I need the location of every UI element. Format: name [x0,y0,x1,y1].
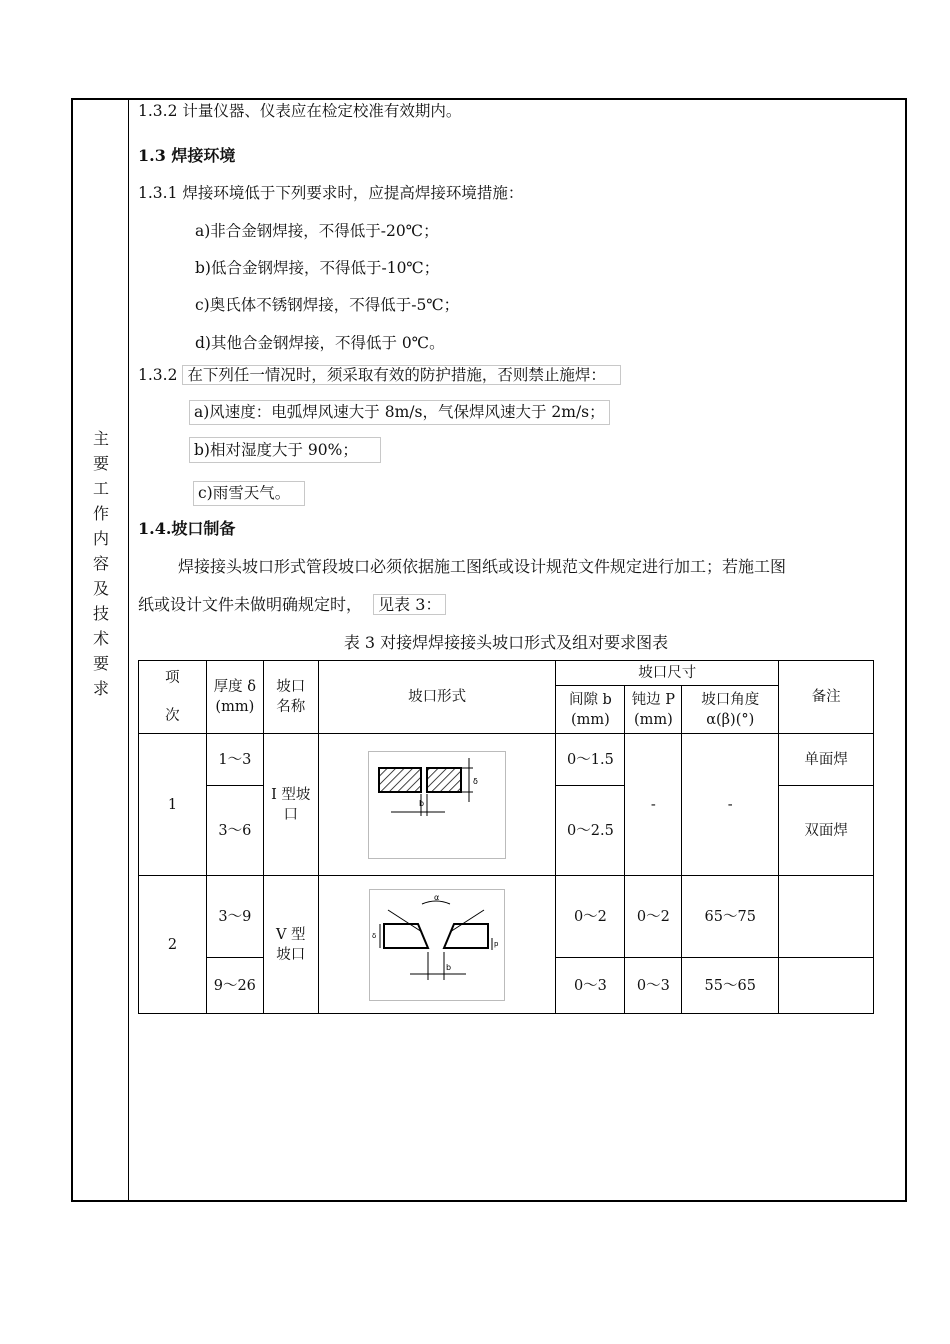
row-gap: 0～1.5 [556,734,625,786]
header-blunt: 钝边 P (mm) [625,686,682,734]
row-blunt: 0～3 [625,958,682,1014]
row-thickness: 3～9 [206,876,263,958]
row-thickness: 3～6 [206,786,263,876]
header-bevel-size: 坡口尺寸 [556,661,779,686]
header-row-1 [139,661,874,686]
v-bevel-figure [318,876,556,1014]
item-b-temp: b)低合金钢焊接，不得低于-10℃； [195,259,440,277]
header-note: 备注 [779,661,874,734]
table-reference: 见表 3： [373,594,446,615]
clause-text: 在下列任一情况时，须采取有效的防护措施，否则禁止施焊： [182,365,621,385]
row-blunt: - [625,734,682,876]
row-angle: 65～75 [682,876,779,958]
row-gap: 0～3 [556,958,625,1014]
side-label [90,426,112,701]
side-label-char: 技 [92,604,109,623]
svg-text:δ: δ [473,776,478,786]
side-label-char: 作 [92,504,109,523]
item-b-humidity: b)相对湿度大于 90%； [189,437,381,463]
row-note: 单面焊 [779,734,874,786]
header-gap: 间隙 b (mm) [556,686,625,734]
row-angle: - [682,734,779,876]
item-c-temp: c)奥氏体不锈钢焊接，不得低于-5℃； [195,296,460,314]
row-item: 2 [139,876,207,1014]
table-row [139,876,874,958]
svg-text:p: p [494,939,499,948]
svg-text:b: b [419,798,425,808]
row-thickness: 9～26 [206,958,263,1014]
svg-text:δ: δ [372,931,377,940]
v-bevel-diagram [369,889,505,1001]
header-bevel-name: 坡口 名称 [263,661,318,734]
table-caption: 表 3 对接焊焊接接头坡口形式及组对要求图表 [343,633,669,652]
paragraph-line-2 [138,595,446,615]
side-label-char: 术 [92,629,109,648]
side-label-char: 内 [92,529,109,548]
row-angle: 55～65 [682,958,779,1014]
row-note: 双面焊 [779,786,874,876]
i-bevel-diagram [368,751,506,859]
side-label-char: 工 [92,479,109,498]
side-label-char: 及 [92,579,109,598]
heading-1-4: 1.4.坡口制备 [138,519,236,538]
header-item: 项 次 [139,661,207,734]
paragraph-line-1: 焊接接头坡口形式管段坡口必须依据施工图纸或设计规范文件规定进行加工；若施工图 [178,557,787,576]
side-label-char: 要 [92,654,109,673]
side-label-char: 求 [92,679,109,698]
item-a-temp: a)非合金钢焊接，不得低于-20℃； [195,222,439,240]
row-note [779,876,874,958]
item-d-temp: d)其他合金钢焊接，不得低于 0℃。 [195,334,445,352]
table-row [139,734,874,786]
bevel-table [138,660,874,1014]
header-angle: 坡口角度 α(β)(°) [682,686,779,734]
row-note [779,958,874,1014]
row-item: 1 [139,734,207,876]
side-label-char: 主 [92,429,109,448]
row-gap: 0～2 [556,876,625,958]
line-1-3-2-protection [138,365,621,385]
item-c-weather: c)雨雪天气。 [193,481,305,506]
heading-1-3: 1.3 焊接环境 [138,146,236,165]
svg-text:α: α [434,892,440,902]
paragraph-line-2-text: 纸或设计文件未做明确规定时， [138,595,363,614]
svg-text:b: b [446,962,452,972]
line-1-3-2-instruments: 1.3.2 计量仪器、仪表应在检定校准有效期内。 [138,102,462,120]
row-bevel-name: I 型坡 口 [263,734,318,876]
side-label-char: 容 [92,554,109,573]
row-blunt: 0～2 [625,876,682,958]
i-bevel-figure [318,734,556,876]
item-a-wind: a)风速度：电弧焊风速大于 8m/s，气保焊风速大于 2m/s； [189,400,610,425]
line-1-3-1: 1.3.1 焊接环境低于下列要求时，应提高焊接环境措施： [138,184,524,202]
side-label-char: 要 [92,454,109,473]
row-bevel-name: V 型 坡口 [263,876,318,1014]
row-gap: 0～2.5 [556,786,625,876]
header-bevel-form: 坡口形式 [318,661,556,734]
clause-number: 1.3.2 [138,366,178,384]
row-thickness: 1～3 [206,734,263,786]
header-thickness: 厚度 δ (mm) [206,661,263,734]
